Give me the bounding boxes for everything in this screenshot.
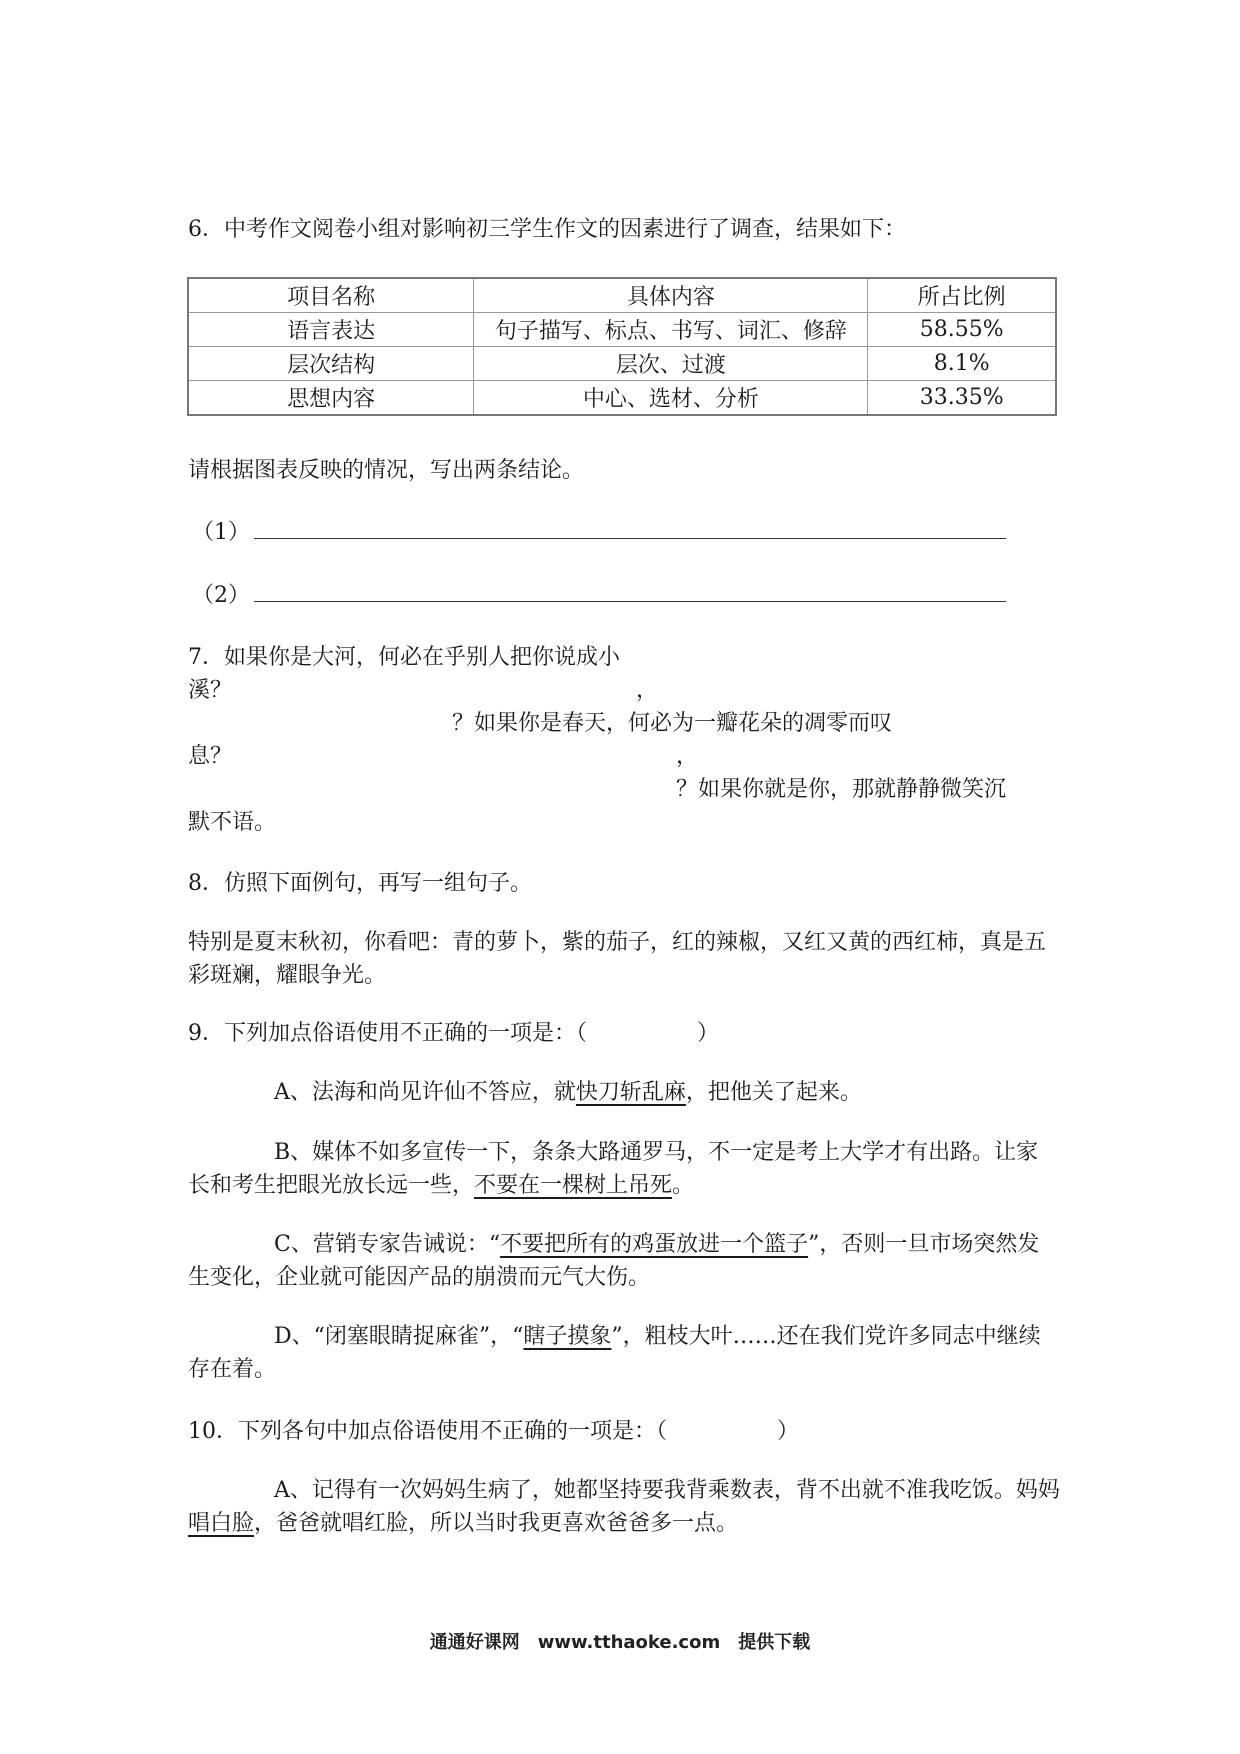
q10-title: 10．下列各句中加点俗语使用不正确的一项是：（ ） (188, 1419, 799, 1444)
table-cell: 语言表达 (188, 313, 474, 347)
table-header-cell: 所占比例 (868, 278, 1056, 313)
q10-a-text: A、记得有一次妈妈生病了，她都坚持要我背乘数表，背不出就不准我吃饭。妈妈 (274, 1478, 1060, 1503)
table-row (188, 381, 1056, 416)
table-row (188, 347, 1056, 381)
answer-blank-1[interactable] (254, 518, 1006, 539)
q9-b-text-end: 。 (672, 1173, 695, 1198)
q6-title: 6．中考作文阅卷小组对影响初三学生作文的因素进行了调查，结果如下： (188, 217, 906, 242)
q8-example: 特别是夏末秋初，你看吧：青的萝卜，紫的茄子，红的辣椒，又红又黄的西红柿，真是五彩斑斓，耀眼争光。 (188, 930, 1047, 988)
table-cell: 8.1% (868, 347, 1056, 381)
q9-c-text: C、营销专家告诫说：“ (274, 1232, 501, 1257)
answer-line-1[interactable] (192, 515, 1006, 546)
table-cell: 层次结构 (188, 347, 474, 381)
q7-line-5: ？如果你就是你，那就静静微笑沉 (676, 777, 1007, 802)
q9-title: 9．下列加点俗语使用不正确的一项是：（ ） (188, 1021, 719, 1046)
q9-d-text-end: ”，粗枝大叶……还在我们党许多同志中继续存在着。 (188, 1324, 1041, 1382)
q9-b-text: B、媒体不如多宣传一下，条条大路通罗马，不一定是考上大学才有出路。让家长和考生把眼光放长远一些， (188, 1140, 1039, 1198)
table-row (188, 313, 1056, 347)
q7-comma-2: ， (676, 744, 699, 769)
answer-line-2[interactable] (192, 578, 1006, 609)
q9-c-text-end: ”，否则一旦市场突然发生变化，企业就可能因产品的崩溃而元气大伤。 (188, 1232, 1040, 1290)
q7-line-6: 默不语。 (188, 810, 277, 835)
answer-label-2: （2） (192, 583, 250, 608)
table-header-row (188, 278, 1056, 313)
q10-option-a (188, 1474, 1060, 1540)
q9-d-proverb: 瞎子摸象 (523, 1324, 612, 1349)
table-header-cell: 具体内容 (474, 278, 868, 313)
q9-a-text: A、法海和尚见许仙不答应，就 (274, 1080, 576, 1105)
q6-prompt: 请根据图表反映的情况，写出两条结论。 (188, 458, 585, 483)
q7-line-3: ？如果你是春天，何必为一瓣花朵的凋零而叹 (452, 711, 893, 736)
table-cell: 思想内容 (188, 381, 474, 416)
table-cell: 中心、选材、分析 (474, 381, 868, 416)
q10-a-text-end: ，爸爸就唱红脸，所以当时我更喜欢爸爸多一点。 (254, 1511, 739, 1536)
q8-title: 8．仿照下面例句，再写一组句子。 (188, 871, 532, 896)
q9-option-c (188, 1228, 1060, 1294)
q9-a-text-end: ，把他关了起来。 (685, 1080, 862, 1105)
q9-option-d (188, 1320, 1060, 1386)
q9-c-proverb: 不要把所有的鸡蛋放进一个篮子 (500, 1232, 809, 1257)
table-cell: 58.55% (868, 313, 1056, 347)
q9-option-a (188, 1076, 1060, 1109)
answer-label-1: （1） (192, 520, 250, 545)
table-cell: 33.35% (868, 381, 1056, 416)
table-cell: 层次、过渡 (474, 347, 868, 381)
q10-a-proverb: 唱白脸 (188, 1511, 255, 1536)
q9-d-text: D、“闭塞眼睛捉麻雀”，“ (274, 1324, 524, 1349)
q7-line-4: 息？ (188, 744, 233, 769)
table-header-cell: 项目名称 (188, 278, 474, 313)
answer-blank-2[interactable] (254, 581, 1006, 602)
q9-a-proverb: 快刀斩乱麻 (575, 1080, 686, 1105)
q9-b-proverb: 不要在一棵树上吊死 (474, 1173, 673, 1198)
survey-table (187, 277, 1057, 416)
q7-comma-1: ， (636, 678, 659, 703)
q7-line-2: 溪？ (188, 678, 233, 703)
q9-option-b (188, 1136, 1060, 1202)
q7-line-1: 7．如果你是大河，何必在乎别人把你说成小 (188, 645, 620, 670)
table-cell: 句子描写、标点、书写、词汇、修辞 (474, 313, 868, 347)
page-footer: 通通好课网 www.tthaoke.com 提供下载 (429, 1632, 811, 1653)
